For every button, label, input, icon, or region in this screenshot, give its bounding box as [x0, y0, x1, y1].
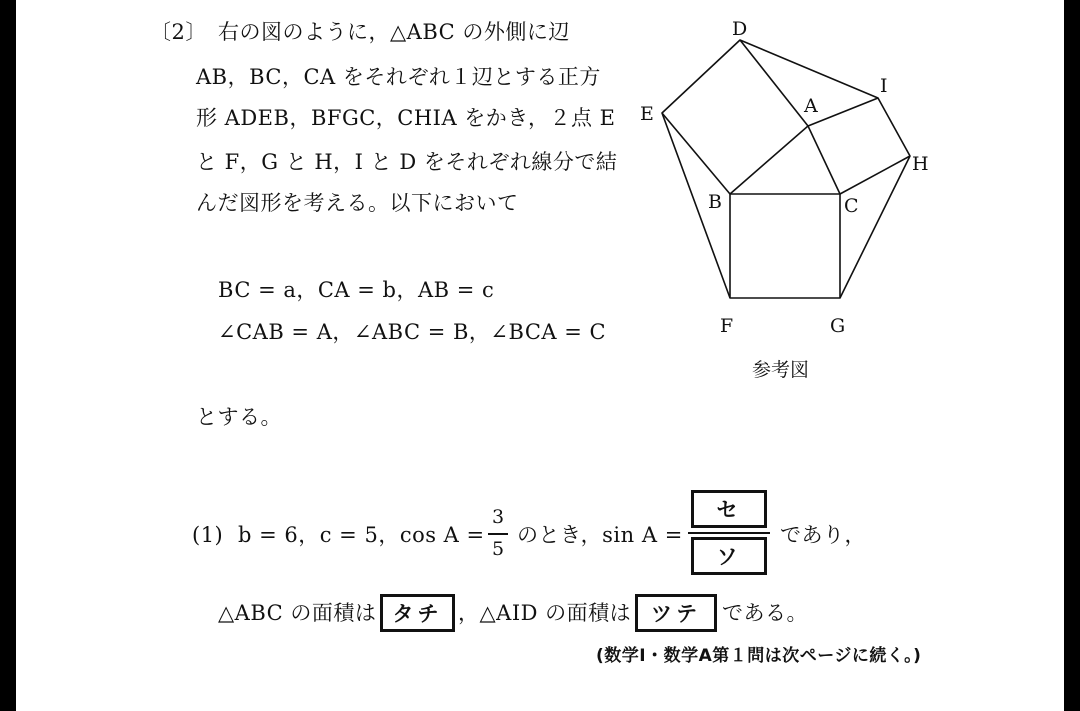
cos-denominator: 5 — [492, 538, 505, 560]
label-E: E — [640, 103, 654, 125]
segment-AB — [730, 126, 808, 194]
answer-box-tachi[interactable]: タチ — [380, 594, 455, 632]
answer-box-tsute[interactable]: ツテ — [635, 594, 717, 632]
label-C: C — [844, 195, 859, 217]
intro-line-5: んだ図形を考える。以下において — [196, 191, 519, 215]
definition-end: とする。 — [196, 405, 282, 429]
label-A: A — [804, 95, 818, 117]
right-edge-bar — [1064, 0, 1080, 711]
label-I: I — [880, 75, 888, 97]
question-1-condition: b = 6，c = 5，cos A = — [238, 523, 485, 547]
answer-box-so[interactable]: ソ — [691, 537, 767, 575]
left-edge-bar — [0, 0, 16, 711]
intro-line-2: AB，BC，CA をそれぞれ１辺とする正方 — [196, 65, 601, 89]
label-H: H — [912, 153, 929, 175]
label-D: D — [732, 18, 748, 40]
segment-BE — [662, 113, 730, 194]
intro-line-4: と F，G と H，I と D をそれぞれ線分で結 — [196, 150, 618, 174]
segment-DA — [740, 40, 808, 126]
outer-hexagon — [662, 40, 910, 298]
reference-figure — [620, 10, 950, 380]
question-1-label: (1) — [192, 523, 224, 547]
figure-caption: 参考図 — [752, 359, 810, 380]
segment-AI — [808, 98, 878, 126]
intro-line-3: 形 ADEB，BFGC，CHIA をかき，２点 E — [196, 106, 616, 130]
answer-box-se[interactable]: セ — [691, 490, 767, 528]
problem-number: 〔2〕 — [150, 20, 207, 44]
segment-CH — [840, 156, 910, 194]
question-1-mid: のとき，sin A = — [517, 523, 683, 547]
footer-note: (数学Ⅰ・数学A第１問は次ページに続く。) — [596, 646, 922, 666]
segment-AC — [808, 126, 840, 194]
cos-fraction-bar — [488, 533, 508, 535]
question-1-line2-c: である。 — [722, 601, 808, 625]
label-G: G — [830, 315, 846, 337]
question-1-line2-b: ，△AID の面積は — [458, 601, 632, 625]
definition-angles: ∠CAB = A，∠ABC = B，∠BCA = C — [218, 320, 607, 344]
question-1-line2-a: △ABC の面積は — [218, 601, 377, 625]
intro-line-1: 右の図のように，△ABC の外側に辺 — [218, 20, 570, 44]
sin-fraction-bar — [688, 532, 770, 534]
label-B: B — [708, 191, 722, 213]
label-F: F — [720, 315, 734, 337]
question-1-end: であり， — [780, 523, 866, 547]
cos-numerator: 3 — [492, 506, 505, 528]
definition-sides: BC = a，CA = b，AB = c — [218, 278, 495, 302]
